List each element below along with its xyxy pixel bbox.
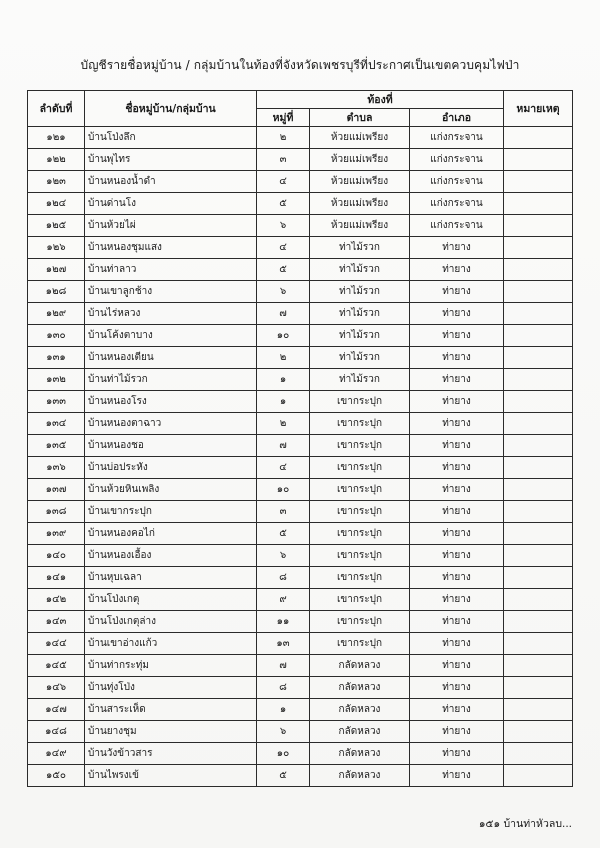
cell-tambon: ท่าไม้รวก (310, 303, 410, 325)
cell-remark (504, 259, 573, 281)
header-location: ท้องที่ (257, 91, 504, 109)
cell-remark (504, 501, 573, 523)
cell-village-name: บ้านยางชุม (85, 721, 257, 743)
table-row (28, 369, 573, 391)
cell-moo: ๘ (257, 567, 310, 589)
cell-moo: ๑๑ (257, 611, 310, 633)
cell-village-name: บ้านหนองชุมแสง (85, 237, 257, 259)
cell-moo: ๗ (257, 303, 310, 325)
cell-no: ๑๕๐ (28, 765, 85, 787)
cell-no: ๑๔๐ (28, 545, 85, 567)
table-row (28, 149, 573, 171)
cell-village-name: บ้านหนองเอื้อง (85, 545, 257, 567)
cell-remark (504, 347, 573, 369)
village-table (27, 90, 573, 787)
cell-village-name: บ้านเขาอ่างแก้ว (85, 633, 257, 655)
cell-tambon: กลัดหลวง (310, 677, 410, 699)
table-row (28, 325, 573, 347)
cell-village-name: บ้านหนองน้ำดำ (85, 171, 257, 193)
cell-no: ๑๓๒ (28, 369, 85, 391)
cell-tambon: กลัดหลวง (310, 743, 410, 765)
cell-moo: ๕ (257, 523, 310, 545)
cell-amphoe: ท่ายาง (410, 545, 504, 567)
cell-tambon: ท่าไม้รวก (310, 347, 410, 369)
cell-no: ๑๒๔ (28, 193, 85, 215)
cell-village-name: บ้านสาระเห็ด (85, 699, 257, 721)
table-row (28, 237, 573, 259)
cell-village-name: บ้านเขาลูกช้าง (85, 281, 257, 303)
cell-tambon: เขากระปุก (310, 611, 410, 633)
cell-amphoe: ท่ายาง (410, 259, 504, 281)
cell-moo: ๖ (257, 545, 310, 567)
cell-no: ๑๒๘ (28, 281, 85, 303)
cell-no: ๑๔๒ (28, 589, 85, 611)
cell-moo: ๒ (257, 413, 310, 435)
cell-tambon: กลัดหลวง (310, 699, 410, 721)
cell-village-name: บ้านบ่อประหัง (85, 457, 257, 479)
cell-amphoe: ท่ายาง (410, 325, 504, 347)
table-row (28, 655, 573, 677)
cell-remark (504, 567, 573, 589)
cell-village-name: บ้านท่าลาว (85, 259, 257, 281)
cell-village-name: บ้านโค้งตาบาง (85, 325, 257, 347)
cell-amphoe: ท่ายาง (410, 677, 504, 699)
cell-moo: ๖ (257, 215, 310, 237)
cell-moo: ๖ (257, 281, 310, 303)
cell-no: ๑๓๘ (28, 501, 85, 523)
cell-amphoe: ท่ายาง (410, 567, 504, 589)
cell-village-name: บ้านโป่งเกตุ (85, 589, 257, 611)
cell-tambon: เขากระปุก (310, 633, 410, 655)
cell-tambon: ห้วยแม่เพรียง (310, 193, 410, 215)
cell-amphoe: ท่ายาง (410, 611, 504, 633)
cell-moo: ๑๓ (257, 633, 310, 655)
cell-moo: ๒ (257, 127, 310, 149)
cell-remark (504, 127, 573, 149)
cell-moo: ๖ (257, 721, 310, 743)
cell-remark (504, 413, 573, 435)
cell-village-name: บ้านหนองคอไก่ (85, 523, 257, 545)
cell-remark (504, 589, 573, 611)
cell-no: ๑๔๗ (28, 699, 85, 721)
cell-amphoe: ท่ายาง (410, 303, 504, 325)
header-amphoe: อำเภอ (410, 109, 504, 127)
cell-tambon: ห้วยแม่เพรียง (310, 215, 410, 237)
cell-amphoe: แก่งกระจาน (410, 193, 504, 215)
cell-remark (504, 369, 573, 391)
table-row (28, 347, 573, 369)
cell-no: ๑๓๓ (28, 391, 85, 413)
table-row (28, 765, 573, 787)
table-row (28, 567, 573, 589)
cell-amphoe: ท่ายาง (410, 347, 504, 369)
cell-tambon: เขากระปุก (310, 457, 410, 479)
cell-moo: ๗ (257, 435, 310, 457)
cell-tambon: เขากระปุก (310, 501, 410, 523)
cell-tambon: เขากระปุก (310, 545, 410, 567)
cell-amphoe: ท่ายาง (410, 501, 504, 523)
cell-no: ๑๒๒ (28, 149, 85, 171)
cell-remark (504, 633, 573, 655)
table-row (28, 457, 573, 479)
cell-amphoe: ท่ายาง (410, 589, 504, 611)
table-row (28, 545, 573, 567)
cell-no: ๑๒๓ (28, 171, 85, 193)
cell-amphoe: แก่งกระจาน (410, 215, 504, 237)
cell-amphoe: ท่ายาง (410, 721, 504, 743)
table-row (28, 523, 573, 545)
table-row (28, 303, 573, 325)
cell-remark (504, 479, 573, 501)
cell-no: ๑๓๑ (28, 347, 85, 369)
cell-amphoe: ท่ายาง (410, 699, 504, 721)
cell-tambon: ท่าไม้รวก (310, 237, 410, 259)
cell-no: ๑๒๖ (28, 237, 85, 259)
table-row (28, 611, 573, 633)
table-row (28, 413, 573, 435)
header-moo: หมู่ที่ (257, 109, 310, 127)
table-row (28, 127, 573, 149)
cell-no: ๑๓๐ (28, 325, 85, 347)
cell-remark (504, 325, 573, 347)
cell-no: ๑๓๖ (28, 457, 85, 479)
cell-moo: ๘ (257, 677, 310, 699)
cell-no: ๑๒๑ (28, 127, 85, 149)
cell-village-name: บ้านไพรงเข้ (85, 765, 257, 787)
cell-village-name: บ้านวังข้าวสาร (85, 743, 257, 765)
cell-moo: ๓ (257, 501, 310, 523)
cell-no: ๑๔๕ (28, 655, 85, 677)
cell-amphoe: ท่ายาง (410, 391, 504, 413)
cell-no: ๑๒๙ (28, 303, 85, 325)
cell-amphoe: แก่งกระจาน (410, 171, 504, 193)
continuation-note: ๑๕๑ บ้านท่าหัวลบ... (478, 818, 572, 830)
header-no: ลำดับที่ (28, 91, 85, 127)
cell-moo: ๕ (257, 765, 310, 787)
cell-moo: ๑๐ (257, 743, 310, 765)
cell-no: ๑๓๕ (28, 435, 85, 457)
cell-village-name: บ้านท่ากระทุ่ม (85, 655, 257, 677)
cell-moo: ๑๐ (257, 325, 310, 347)
table-row (28, 633, 573, 655)
cell-tambon: กลัดหลวง (310, 721, 410, 743)
cell-tambon: กลัดหลวง (310, 655, 410, 677)
cell-amphoe: ท่ายาง (410, 523, 504, 545)
table-row (28, 501, 573, 523)
cell-tambon: เขากระปุก (310, 435, 410, 457)
table-row (28, 699, 573, 721)
cell-remark (504, 677, 573, 699)
cell-amphoe: ท่ายาง (410, 369, 504, 391)
cell-remark (504, 545, 573, 567)
cell-amphoe: ท่ายาง (410, 237, 504, 259)
cell-remark (504, 523, 573, 545)
cell-remark (504, 391, 573, 413)
cell-village-name: บ้านหนองตาฉาว (85, 413, 257, 435)
cell-remark (504, 611, 573, 633)
cell-amphoe: ท่ายาง (410, 765, 504, 787)
table-row (28, 193, 573, 215)
cell-remark (504, 215, 573, 237)
cell-village-name: บ้านทุ่งโป่ง (85, 677, 257, 699)
cell-village-name: บ้านห้วยไผ่ (85, 215, 257, 237)
cell-village-name: บ้านไร่หลวง (85, 303, 257, 325)
cell-moo: ๕ (257, 259, 310, 281)
cell-tambon: เขากระปุก (310, 479, 410, 501)
cell-tambon: ห้วยแม่เพรียง (310, 149, 410, 171)
cell-no: ๑๒๕ (28, 215, 85, 237)
cell-no: ๑๔๔ (28, 633, 85, 655)
cell-village-name: บ้านห้วยหินเพลิง (85, 479, 257, 501)
cell-remark (504, 171, 573, 193)
cell-tambon: ห้วยแม่เพรียง (310, 171, 410, 193)
cell-remark (504, 721, 573, 743)
table-row (28, 479, 573, 501)
cell-amphoe: ท่ายาง (410, 281, 504, 303)
header-remark: หมายเหตุ (504, 91, 573, 127)
cell-no: ๑๒๗ (28, 259, 85, 281)
cell-no: ๑๔๑ (28, 567, 85, 589)
cell-no: ๑๔๙ (28, 743, 85, 765)
cell-remark (504, 457, 573, 479)
cell-remark (504, 699, 573, 721)
cell-moo: ๒ (257, 347, 310, 369)
cell-amphoe: ท่ายาง (410, 413, 504, 435)
table-row (28, 281, 573, 303)
cell-tambon: ท่าไม้รวก (310, 259, 410, 281)
table-row (28, 721, 573, 743)
cell-moo: ๕ (257, 193, 310, 215)
cell-moo: ๗ (257, 655, 310, 677)
cell-remark (504, 193, 573, 215)
cell-no: ๑๓๔ (28, 413, 85, 435)
cell-amphoe: ท่ายาง (410, 457, 504, 479)
cell-village-name: บ้านพุไทร (85, 149, 257, 171)
cell-amphoe: แก่งกระจาน (410, 149, 504, 171)
cell-remark (504, 149, 573, 171)
cell-village-name: บ้านหุบเฉลา (85, 567, 257, 589)
table-row (28, 677, 573, 699)
cell-moo: ๑ (257, 369, 310, 391)
cell-no: ๑๔๓ (28, 611, 85, 633)
cell-remark (504, 743, 573, 765)
table-body (28, 127, 573, 787)
table-row (28, 259, 573, 281)
cell-tambon: ท่าไม้รวก (310, 369, 410, 391)
cell-village-name: บ้านหนองชอ (85, 435, 257, 457)
cell-no: ๑๓๙ (28, 523, 85, 545)
cell-village-name: บ้านหนองเตียน (85, 347, 257, 369)
cell-moo: ๔ (257, 237, 310, 259)
cell-village-name: บ้านโป่งลึก (85, 127, 257, 149)
cell-tambon: เขากระปุก (310, 589, 410, 611)
table-row (28, 743, 573, 765)
cell-remark (504, 765, 573, 787)
cell-tambon: เขากระปุก (310, 413, 410, 435)
cell-moo: ๔ (257, 171, 310, 193)
cell-moo: ๓ (257, 149, 310, 171)
cell-tambon: เขากระปุก (310, 523, 410, 545)
cell-moo: ๑ (257, 391, 310, 413)
cell-moo: ๑๐ (257, 479, 310, 501)
cell-amphoe: ท่ายาง (410, 655, 504, 677)
cell-village-name: บ้านเขากระปุก (85, 501, 257, 523)
header-name: ชื่อหมู่บ้าน/กลุ่มบ้าน (85, 91, 257, 127)
cell-amphoe: ท่ายาง (410, 633, 504, 655)
cell-moo: ๑ (257, 699, 310, 721)
cell-tambon: กลัดหลวง (310, 765, 410, 787)
header-tambon: ตำบล (310, 109, 410, 127)
cell-tambon: ท่าไม้รวก (310, 325, 410, 347)
cell-amphoe: ท่ายาง (410, 479, 504, 501)
cell-remark (504, 435, 573, 457)
cell-no: ๑๔๖ (28, 677, 85, 699)
cell-amphoe: แก่งกระจาน (410, 127, 504, 149)
table-row (28, 171, 573, 193)
cell-tambon: ท่าไม้รวก (310, 281, 410, 303)
cell-village-name: บ้านหนองโรง (85, 391, 257, 413)
cell-remark (504, 303, 573, 325)
cell-village-name: บ้านโป่งเกตุล่าง (85, 611, 257, 633)
cell-moo: ๙ (257, 589, 310, 611)
cell-no: ๑๓๗ (28, 479, 85, 501)
table-row (28, 215, 573, 237)
cell-remark (504, 281, 573, 303)
cell-tambon: เขากระปุก (310, 391, 410, 413)
cell-village-name: บ้านท่าไม้รวก (85, 369, 257, 391)
document-title: บัญชีรายชื่อหมู่บ้าน / กลุ่มบ้านในท้องที่จังหวัดเพชรบุรีที่ประกาศเป็นเขตควบคุมไฟป่า (80, 58, 520, 72)
table-row (28, 391, 573, 413)
cell-amphoe: ท่ายาง (410, 435, 504, 457)
cell-remark (504, 655, 573, 677)
cell-village-name: บ้านด่านโง (85, 193, 257, 215)
cell-moo: ๔ (257, 457, 310, 479)
table-row (28, 589, 573, 611)
cell-tambon: ห้วยแม่เพรียง (310, 127, 410, 149)
cell-amphoe: ท่ายาง (410, 743, 504, 765)
table-row (28, 435, 573, 457)
cell-remark (504, 237, 573, 259)
cell-tambon: เขากระปุก (310, 567, 410, 589)
cell-no: ๑๔๘ (28, 721, 85, 743)
